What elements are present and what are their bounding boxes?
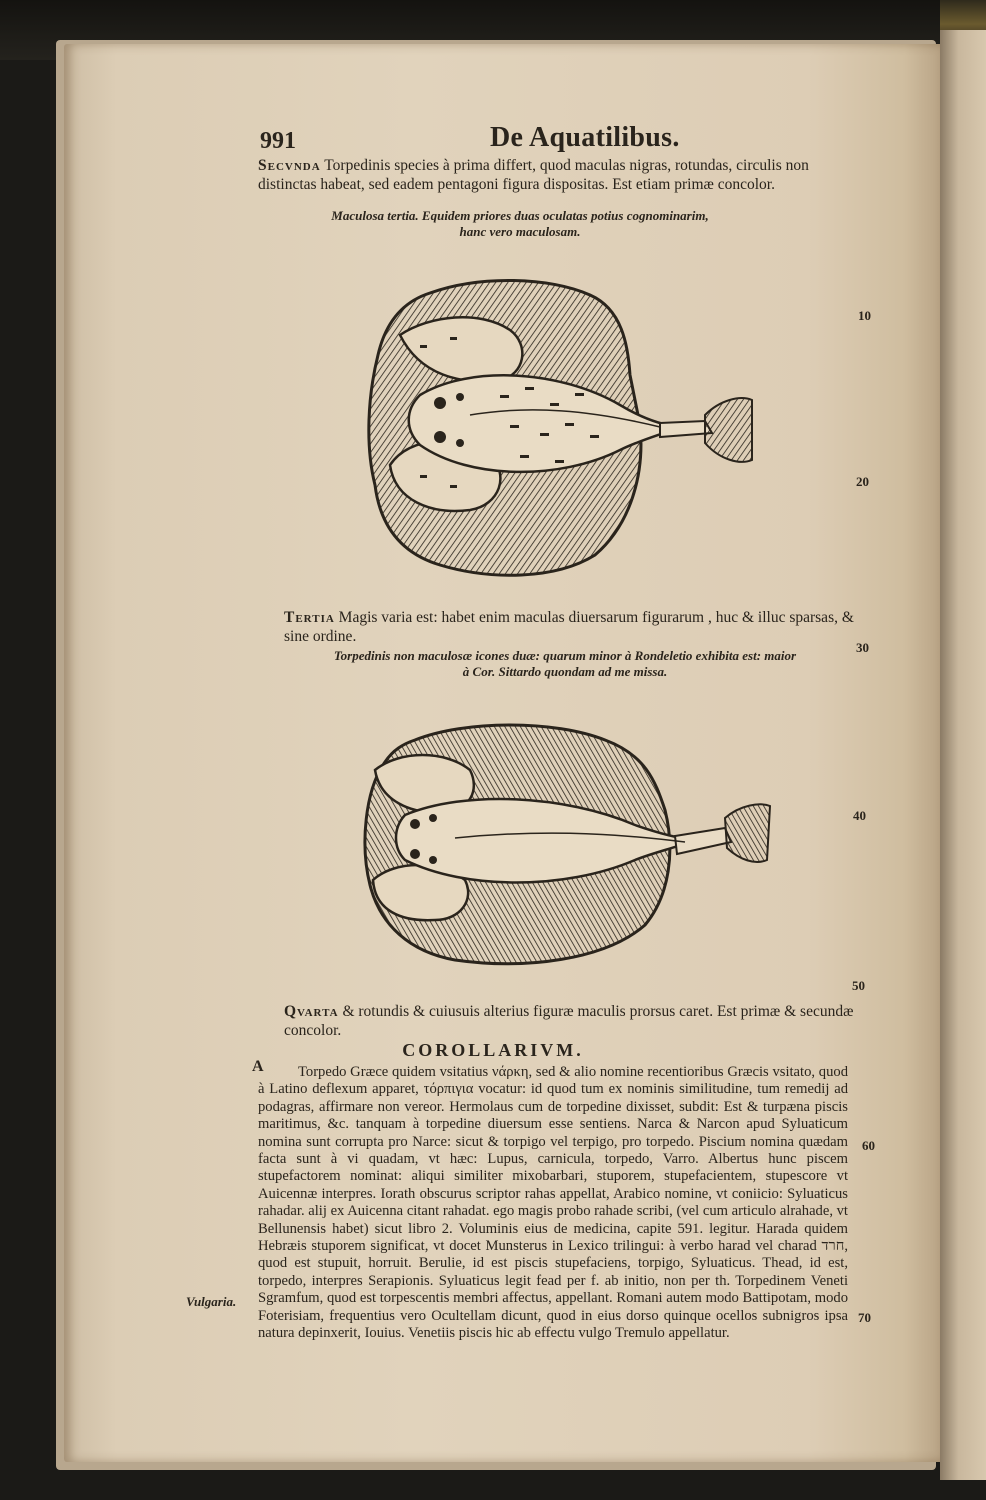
paragraph-secunda — [258, 156, 853, 194]
caption-line: à Cor. Sittardo quondam ad me missa. — [462, 664, 668, 679]
caption-line: Maculosa tertia. Equidem priores duas oculatas potius cognominarim, — [331, 208, 709, 223]
margin-line-number: 60 — [862, 1138, 875, 1153]
running-head: De Aquatilibus. — [490, 122, 680, 153]
page-number: 991 — [260, 128, 296, 154]
section-heading: COROLLARIVM. — [402, 1040, 584, 1060]
paragraph-text: Magis varia est: habet enim maculas diuersarum figurarum , huc & illuc sparsas, & sine ordine. — [284, 609, 854, 645]
corollarium-text: Torpedo Græce quidem vsitatius νάρκη, sed & alio nomine recentioribus Græcis vsitato, quod à Latino deflexum apparet, τόρπιγια vocatur: id quod tum ex nominis similitudine, tum remedij ad podagras, affirmare non vereor. Hermolaus cum de torpedine dixisset, subdit: Est & turpæna piscis maritimus, &c. tanquam à torpedine diuersum esse sentiens. Narca & Narcon apud Syluaticum nomina sunt corrupta pro Narce: sicut & torpigo vel terpigo, pro torpedo. Piscium nomina quædam facta sunt à vi quadam, vt hæc: Lupus, carnicula, torpedo, Varro. Albertus hunc piscem stupefactorem nominat: aliqui similiter mixobarbari, stuporem, stupefacientem, stupescore vt Auicennæ interpres. Iorath obscurus scriptor rahas appellat, Arabico nomine, vt coniicio: Syluaticus rahadar. alij ex Auicenna citant rahadat. ego magis probo rahade scribi, (vel cum articulo alrahade, vt Bellunensis habet) sicut libro 2. Voluminis eius de medicina, capite 591. legitur. Harada quidem Hebræis stuporem significat, vt docet Munsterus in Lexico trilingui: à verbo harad vel charad חרד, quod est stupuit, horruit. Berulie, id est piscis stupefaciens, torpigo, Syluaticus. Thead, id est, torpedo, interpres Serapionis. Syluaticus legit fead per f. ab initio, non per th. Torpedinem Veneti Sgramfum, quod est torpescentis membri affectus, appellant. Romani autem modo Battipotam, modo Foterisiam, frequentius vero Ocultellam dicunt, quod in eius dorso quinque ocellos subnigros ipsa natura depinxerit, Iouius. Venetiis piscis hic ab effectu vulgo Tremulo appellatur. — [258, 1064, 848, 1342]
margin-line-number: 10 — [858, 308, 871, 323]
margin-line-number: 20 — [856, 474, 869, 489]
margin-line-number: 30 — [856, 640, 869, 655]
spotted-torpedo-ray-woodcut — [360, 275, 770, 585]
paragraph-text: & rotundis & cuiusuis alterius figuræ maculis prorsus caret. Est primæ & secundæ concolor. — [284, 1003, 854, 1039]
paragraph-lead: Qvarta — [284, 1003, 339, 1020]
paragraph-lead: Secvnda — [258, 157, 321, 174]
margin-gloss: Vulgaria. — [186, 1294, 237, 1309]
figure-caption-2 — [330, 648, 800, 680]
section-letter: A — [252, 1058, 264, 1075]
caption-line: Torpedinis non maculosæ icones duæ: quarum minor à Rondeletio exhibita est: maior — [333, 648, 797, 663]
paragraph-text: Torpedinis species à prima differt, quod maculas nigras, rotundas, circulis non distinctas habeat, sed eadem pentagoni figura dispositas. Est etiam primæ concolor. — [258, 157, 809, 193]
margin-line-number: 50 — [852, 978, 865, 993]
corollarium-body — [258, 1064, 848, 1343]
unspotted-torpedo-ray-woodcut — [355, 720, 785, 980]
paragraph-lead: Tertia — [284, 609, 335, 626]
paragraph-quarta — [284, 1002, 854, 1040]
figure-caption-1 — [300, 208, 740, 240]
facing-page-edge — [940, 30, 986, 1480]
caption-line: hanc vero maculosam. — [459, 224, 581, 239]
margin-line-number: 40 — [853, 808, 866, 823]
paragraph-tertia — [284, 608, 854, 646]
margin-line-number: 70 — [858, 1310, 871, 1325]
